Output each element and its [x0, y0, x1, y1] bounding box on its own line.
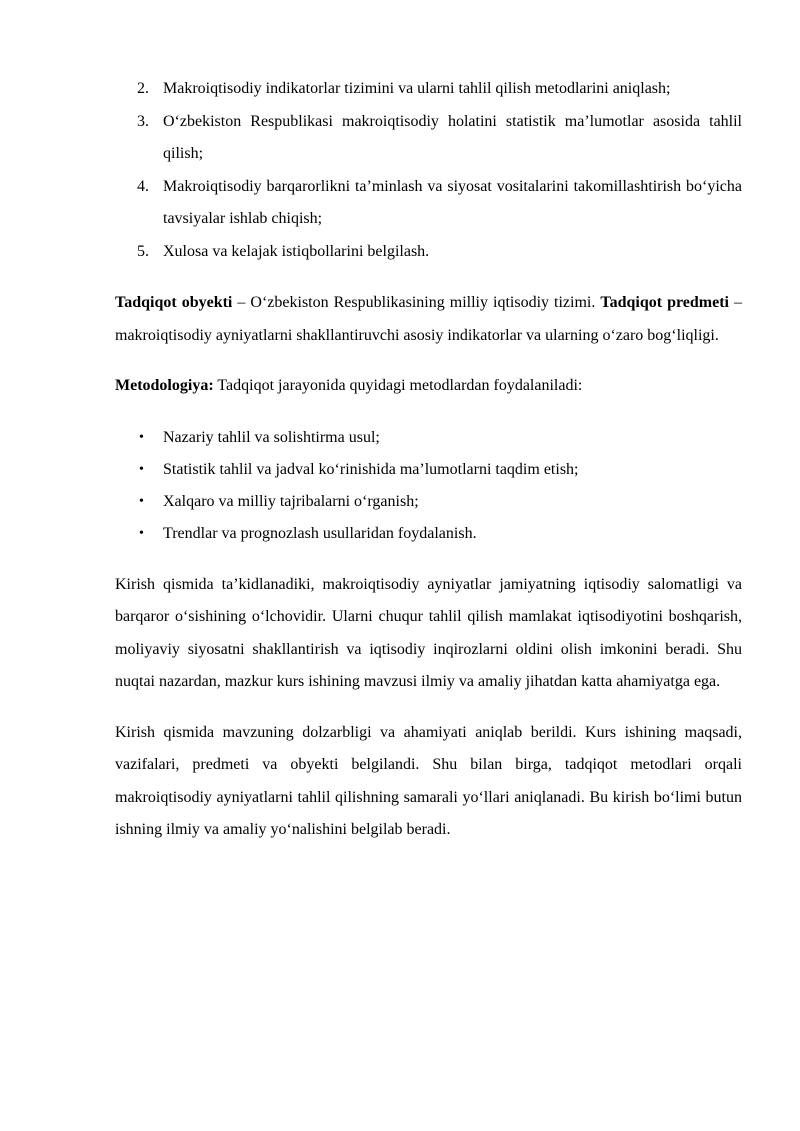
list-text: Trendlar va prognozlash usullaridan foydalanish.	[163, 525, 477, 543]
body-paragraph: Kirish qismida mavzuning dolzarbligi va ahamiyati aniqlab berildi. Kurs ishining maqsadi, vazifalari, predmeti va obyekti belgilandi. Shu bilan birga, tadqiqot metodlari orqali makroiqtisodiy ayniyatlarni tahlil qilishning samarali yo‘llari aniqlanadi. Bu kirish bo‘limi butun ishning ilmiy va amaliy yo‘nalishini belgilab beradi.	[115, 723, 742, 839]
list-item	[115, 106, 742, 171]
list-item	[115, 422, 742, 454]
object-label: Tadqiqot obyekti	[115, 294, 233, 311]
list-text: Xalqaro va milliy tajribalarni o‘rganish;	[163, 493, 419, 511]
subject-text: – makroiqtisodiy ayniyatlarni shakllantiruvchi asosiy indikatorlar va ularning o‘zaro bog‘liqligi.	[115, 294, 743, 344]
methodology-text: Tadqiqot jarayonida quyidagi metodlardan foydalaniladi:	[213, 377, 583, 394]
list-text: Makroiqtisodiy indikatorlar tizimini va ularni tahlil qilish metodlarini aniqlash;	[163, 80, 671, 97]
list-text: Makroiqtisodiy barqarorlikni ta’minlash va siyosat vositalarini takomillashtirish bo‘yicha tavsiyalar ishlab chiqish;	[163, 177, 742, 227]
list-item	[115, 518, 742, 550]
list-item	[115, 171, 742, 236]
methodology-label: Metodologiya:	[115, 377, 214, 394]
tasks-list	[115, 73, 742, 268]
list-item	[115, 73, 742, 106]
page-content	[115, 73, 742, 847]
list-item	[115, 486, 742, 518]
list-text: Statistik tahlil va jadval ko‘rinishida ma’lumotlarni taqdim etish;	[163, 460, 579, 478]
list-number: 3.	[137, 112, 149, 130]
bullet-icon: •	[139, 526, 144, 542]
list-number: 4.	[137, 177, 149, 195]
list-text: O‘zbekiston Respublikasi makroiqtisodiy holatini statistik ma’lumotlar asosida tahlil qilish;	[163, 112, 742, 162]
list-item	[115, 236, 742, 269]
list-text: Xulosa va kelajak istiqbollarini belgilash.	[163, 242, 430, 260]
list-text: Nazariy tahlil va solishtirma usul;	[163, 428, 380, 446]
bullet-icon: •	[139, 461, 144, 477]
methods-list	[115, 422, 742, 551]
bullet-icon: •	[139, 429, 144, 445]
object-text: – O‘zbekiston Respublikasining milliy iqtisodiy tizimi.	[232, 294, 601, 311]
list-item	[115, 454, 742, 486]
body-paragraph: Kirish qismida ta’kidlanadiki, makroiqtisodiy ayniyatlar jamiyatning iqtisodiy salomatligi va barqaror o‘sishining o‘lchovidir. Ularni chuqur tahlil qilish mamlakat iqtisodiyotini boshqarish, moliyaviy siyosatni shakllantirish va iqtisodiy inqirozlarni oldini olish imkonini beradi. Shu nuqtai nazardan, mazkur kurs ishining mavzusi ilmiy va amaliy jihatdan katta ahamiyatga ega.	[115, 575, 742, 691]
list-number: 5.	[137, 242, 149, 260]
methodology-paragraph	[115, 370, 742, 403]
bullet-icon: •	[139, 494, 144, 510]
list-number: 2.	[137, 80, 149, 97]
research-object-paragraph	[115, 287, 742, 352]
subject-label: Tadqiqot predmeti	[600, 294, 729, 311]
